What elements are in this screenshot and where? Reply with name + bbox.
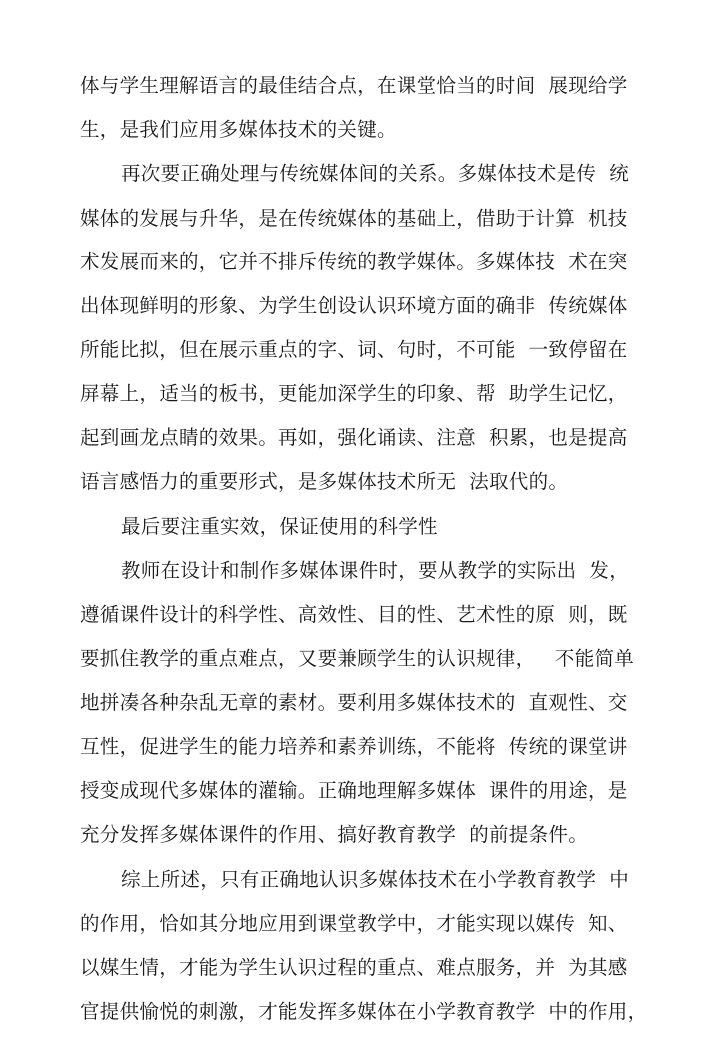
text-line-14: 要抓住教学的重点难点，又要兼顾学生的认识规律， 不能简单: [80, 647, 635, 670]
text-line-2: 生，是我们应用多媒体技术的关键。: [80, 118, 397, 141]
text-line-21: 以媒生情，才能为学生认识过程的重点、难点服务，并 为其感: [80, 956, 628, 979]
text-line-8: 屏幕上，适当的板书，更能加深学生的印象、帮 助学生记忆，: [80, 382, 628, 405]
text-line-22: 官提供愉悦的刺激，才能发挥多媒体在小学教育教学 中的作用，: [80, 1000, 648, 1023]
section-heading-line: 最后要注重实效，保证使用的科学性: [121, 515, 438, 538]
text-line-17: 授变成现代多媒体的灌输。正确地理解多媒体 课件的用途，是: [80, 779, 628, 802]
text-line-5: 术发展而来的，它并不排斥传统的教学媒体。多媒体技 术在突: [80, 250, 628, 273]
text-line-1: 体与学生理解语言的最佳结合点，在课堂恰当的时间 展现给学: [80, 74, 628, 97]
text-line-18: 充分发挥多媒体课件的作用、搞好教育教学 的前提条件。: [80, 823, 588, 846]
paragraph-start-line: 教师在设计和制作多媒体课件时，要从教学的实际出 发，: [121, 559, 629, 582]
text-line-10: 语言感悟力的重要形式，是多媒体技术所无 法取代的。: [80, 470, 569, 493]
text-line-20: 的作用，恰如其分地应用到课堂教学中，才能实现以媒传 知、: [80, 912, 628, 935]
text-line-16: 互性，促进学生的能力培养和素养训练，不能将 传统的课堂讲: [80, 735, 628, 758]
text-line-15: 地拼凑各种杂乱无章的素材。要利用多媒体技术的 直观性、交: [80, 691, 628, 714]
text-line-6: 出体现鲜明的形象、为学生创设认识环境方面的确非 传统媒体: [80, 294, 628, 317]
text-line-4: 媒体的发展与升华，是在传统媒体的基础上，借助于计算 机技: [80, 207, 628, 230]
text-line-13: 遵循课件设计的科学性、高效性、目的性、艺术性的原 则，既: [80, 603, 628, 626]
text-line-7: 所能比拟，但在展示重点的字、词、句时，不可能 一致停留在: [80, 338, 628, 361]
text-line-9: 起到画龙点睛的效果。再如，强化诵读、注意 积累，也是提高: [80, 426, 628, 449]
paragraph-start-line: 综上所述，只有正确地认识多媒体技术在小学教育教学 中: [121, 868, 629, 891]
paragraph-start-line: 再次要正确处理与传统媒体间的关系。多媒体技术是传 统: [121, 162, 629, 185]
